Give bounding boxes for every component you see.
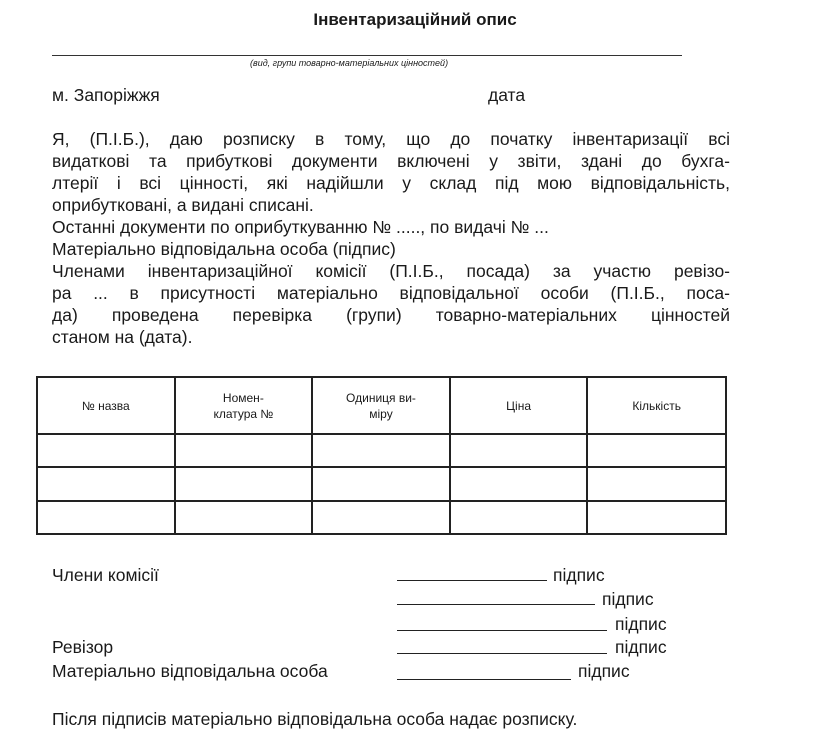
- responsible-person-sign-line: Матеріально відповідальна особа (підпис): [52, 239, 396, 259]
- table-cell[interactable]: [587, 501, 726, 534]
- table-cell[interactable]: [450, 434, 588, 467]
- paragraph-line: оприбутковані, а видані списані.: [52, 195, 314, 215]
- header-price: Ціна: [450, 377, 588, 434]
- revisor-sign: підпис: [615, 637, 667, 657]
- header-name: № назва: [37, 377, 175, 434]
- commission-line: Членами інвентаризаційної комісії (П.І.Б., посада) за участю ревізо-: [52, 261, 730, 281]
- document-title: Інвентаризаційний опис: [313, 10, 517, 29]
- member-sign-3: підпис: [615, 614, 667, 634]
- commission-line: да) проведена перевірка (групи) товарно-матеріальних цінностей: [52, 305, 730, 325]
- groups-underline: [52, 55, 682, 56]
- table-cell[interactable]: [37, 501, 175, 534]
- commission-line: станом на (дата).: [52, 327, 193, 347]
- commission-line: ра ... в присутності матеріально відповідальної особи (П.І.Б., поса-: [52, 283, 730, 303]
- table-cell[interactable]: [37, 434, 175, 467]
- table-cell[interactable]: [175, 467, 313, 500]
- table-cell[interactable]: [450, 467, 588, 500]
- table-row: [37, 434, 726, 467]
- table-cell[interactable]: [37, 467, 175, 500]
- revisor-signature-line[interactable]: [397, 653, 607, 654]
- responsible-person-signature-line[interactable]: [397, 679, 571, 680]
- header-unit: Одиниця ви- міру: [312, 377, 450, 434]
- last-documents-line: Останні документи по оприбуткуванню № ....., по видачі № ...: [52, 217, 549, 237]
- revisor-label: Ревізор: [52, 637, 114, 657]
- table-cell[interactable]: [175, 501, 313, 534]
- table-cell[interactable]: [312, 434, 450, 467]
- header-quantity: Кількість: [587, 377, 726, 434]
- table-header-row: [37, 377, 726, 434]
- table-cell[interactable]: [587, 434, 726, 467]
- header-nomenclature: Номен- клатура №: [175, 377, 313, 434]
- member-signature-line-2[interactable]: [397, 604, 595, 605]
- member-signature-line-3[interactable]: [397, 630, 607, 631]
- footer-note: Після підписів матеріально відповідальна особа надає розписку.: [52, 709, 578, 729]
- members-label: Члени комісії: [52, 565, 159, 585]
- table-row: [37, 467, 726, 500]
- member-sign-1: підпис: [553, 565, 605, 585]
- date-label: дата: [488, 85, 526, 105]
- table-cell[interactable]: [312, 467, 450, 500]
- table-row: [37, 501, 726, 534]
- receipt-paragraph: [52, 128, 730, 348]
- member-signature-line-1[interactable]: [397, 580, 547, 581]
- paragraph-line: Я, (П.І.Б.), даю розписку в тому, що до початку інвентаризації всі: [52, 129, 730, 149]
- member-sign-2: підпис: [602, 589, 654, 609]
- responsible-person-label: Матеріально відповідальна особа: [52, 661, 328, 681]
- inventory-table: [36, 376, 727, 535]
- table-cell[interactable]: [587, 467, 726, 500]
- table-cell[interactable]: [175, 434, 313, 467]
- responsible-person-sign: підпис: [578, 661, 630, 681]
- paragraph-line: лтерії і всі цінності, які надійшли у склад під мою відповідальність,: [52, 173, 730, 193]
- paragraph-line: видаткові та прибуткові документи включені у звіти, здані до бухга-: [52, 151, 730, 171]
- city-label: м. Запоріжжя: [52, 85, 160, 105]
- table-cell[interactable]: [312, 501, 450, 534]
- groups-caption: (вид, групи товарно-матеріальних цінностей): [250, 58, 449, 68]
- table-cell[interactable]: [450, 501, 588, 534]
